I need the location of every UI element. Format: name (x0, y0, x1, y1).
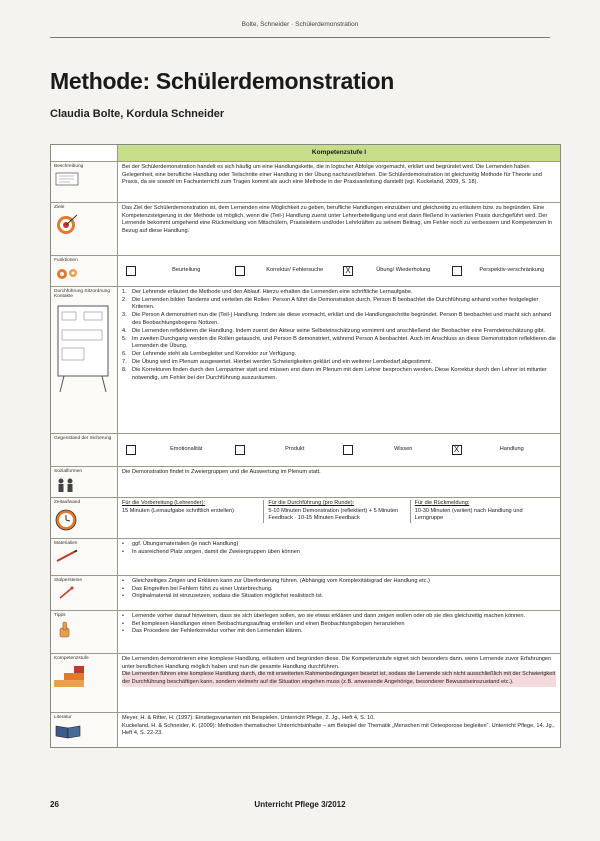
step-number: 2. (122, 296, 127, 303)
label-stolpersteine (51, 576, 118, 610)
item-text: • Lernende vorher darauf hinweisen, dass sie sich überlegen sollen, wo sie etwas erklären und dann zeigen wollen oder ob sie dies gleichzeitig machen können. (132, 612, 526, 619)
authors: Claudia Bolte, Kordula Schneider (50, 108, 225, 120)
step-text: Der Lehrende steht als Lernbegleiter und Korrektor zur Verfügung. (132, 351, 297, 358)
checkbox: X (343, 266, 353, 276)
step-number: 8. (122, 366, 127, 373)
checkbox (235, 445, 245, 455)
step-number: 7. (122, 358, 127, 365)
option-label: Handlung (499, 446, 524, 453)
option-label: Emotionalität (170, 446, 203, 453)
checkbox: X (452, 445, 462, 455)
list-item (122, 593, 556, 601)
row-sozialformen (51, 466, 560, 497)
row-gegenstand (51, 433, 560, 466)
row-stolpersteine (51, 575, 560, 610)
zeit-text: 10-30 Minuten (variiert) nach Handlung und Lerngruppe (414, 507, 523, 522)
label-text: Gegenstand der Sicherung (54, 435, 112, 441)
item-text: • Gleichzeitiges Zeigen und Erklären kann zur Überforderung führen. (Abhängig vom Komplexitätsgrad der Handlung etc.) (132, 577, 430, 584)
notebook-icon (54, 172, 80, 186)
row-tipps (51, 610, 560, 653)
list-item (122, 541, 556, 549)
option-handlung (448, 445, 557, 455)
zeit-rueckmeldung (410, 500, 556, 523)
list-item (122, 359, 556, 367)
kompetenz-text: Die Lernenden demonstrieren eine komplexe Handlung, erläutern und begründen diese. Die Kompetenzstufe eignet sich besonders dann, wenn Lernende zuvor Erfahrungen unter beruflichen Handlung möglich haben und nun die gesamte Handlung durchführen. (122, 655, 552, 670)
journal-name: Unterricht Pflege 3/2012 (254, 800, 346, 809)
item-text: • Das Procedere der Fehlerkorrektur vorher mit den Lernenden klären. (132, 628, 303, 635)
label-text: Zeitaufwand (54, 499, 81, 505)
zeit-text: 15 Minuten (Lernaufgabe schriftlich erstellen) (122, 507, 234, 514)
row-kompetenzstufe (51, 653, 560, 712)
label-funktionen (51, 256, 118, 286)
zeit-vorbereitung (122, 500, 263, 523)
page-title: Methode: Schülerdemonstration (50, 68, 394, 94)
zeit-head: Für die Durchführung (pro Runde): (268, 499, 355, 506)
item-text: • Bei komplexen Handlungen einen Beobachtungsauftrag erstellen und einen Beobachtungsbogen heranziehen (132, 620, 405, 627)
label-literatur (51, 713, 118, 747)
option-label: Übung/ Wiederholung (376, 267, 431, 274)
option-wissen (339, 445, 448, 455)
step-text: Die Lernenden bilden Tandems und verteilen die Rollen: Person A führt die Demonstration durch, Person B beobachtet die Durchführung anhand vorher festgelegter Kriterien. (132, 296, 539, 311)
label-text: Sozialformen (54, 468, 82, 474)
label-text: Durchführung Sitzordnung Kontakte (54, 288, 110, 299)
label-materialien (51, 539, 118, 575)
header-rule (50, 37, 550, 38)
clock-icon (54, 508, 80, 532)
list-item (122, 328, 556, 336)
row-zeitaufwand (51, 497, 560, 538)
materialien-list (118, 539, 560, 575)
option-label: Beurteilung (172, 267, 201, 274)
pencil-icon (54, 549, 80, 563)
tipps-list (118, 611, 560, 653)
option-label: Korrektur/ Fehlersuche (266, 267, 324, 274)
kompetenz-highlight: Die Lernenden führen eine komplexe Handlung durch, die mit erweiterten Rahmenbedingungen besetzt ist, sodass die Lernende sich nicht ausschließlich mit der Schwierigkeit der Durchführung beschäftigen kann, sondern vielmehr auf die Situation eingehen muss (z.B. anwesende Angehörige, besonderer Bewusstseinszustand etc.). (122, 671, 556, 686)
funktionen-options (118, 256, 560, 286)
option-perspektiv (448, 266, 557, 276)
steps-icon (54, 664, 94, 690)
checkbox (452, 266, 462, 276)
stolpersteine-list (118, 576, 560, 610)
row-beschreibung (51, 161, 560, 202)
list-item (122, 351, 556, 359)
label-durchfuehrung (51, 287, 118, 433)
label-text: Kompetenzstufe (54, 655, 89, 661)
book-icon (54, 723, 84, 739)
option-beurteilung (122, 266, 231, 276)
step-text: Der Lehrende erläutert die Methode und den Ablauf. Hierzu erhalten die Lernenden eine schriftliche Lernaufgabe. (132, 288, 413, 295)
step-text: Die Lernenden reflektieren die Handlung. Indem zuerst der Akteur seine Selbsteinschätzung vornimmt und anschließend der Beobachter eine Fremdeinschätzung gibt. (132, 327, 545, 334)
step-text: Im zweiten Durchgang werden die Rollen getauscht, und Person B demonstriert, während Person A beobachtet. Auch im Anschluss an diese Demonstration reflektieren die Lernenden die Übung. (132, 335, 556, 350)
gears-icon (54, 266, 84, 280)
option-label: Perspektiv-verschränkung (479, 267, 545, 274)
list-item: Meyer, H. & Ritter, H. (1997): Einstiegsvarianten mit Beispielen. Unterricht Pflege, 2. Jg., Heft 4, S. 10. (122, 714, 375, 721)
item-text: • ggf. Übungsmaterialien (je nach Handlung) (132, 540, 239, 547)
label-text: Materialien (54, 540, 78, 546)
list-item (122, 578, 556, 586)
zeit-head: Für die Rückmeldung: (414, 499, 470, 506)
list-item (122, 367, 556, 383)
label-text: Stolpersteine (54, 577, 82, 583)
zeit-text: 5-10 Minuten Demonstration (reflektiert) + 5 Minuten Feedback · 10-15 Minuten Feedback (268, 507, 399, 522)
running-header: Bolte, Schneider · Schülerdemonstration (241, 21, 359, 28)
step-number: 3. (122, 312, 127, 319)
label-text: Tipps (54, 612, 66, 618)
option-emotionalitaet (122, 445, 231, 455)
label-text: Literatur (54, 714, 72, 720)
row-funktionen (51, 255, 560, 286)
label-beschreibung (51, 162, 118, 202)
checkbox (126, 445, 136, 455)
option-uebung (339, 266, 448, 276)
list-item (122, 586, 556, 594)
step-number: 1. (122, 288, 127, 295)
list-item: Kuckeland, H. & Schneider, K. (2009): Methoden thematischer Unterrichtsinhalte – am Beispiel der Thematik „Menschen mit Osteoporose begleiten“. Unterricht Pflege, 14. Jg., Heft 4, S. 22-23. (122, 722, 555, 737)
item-text: • Das Eingreifen bei Fehlern führt zu einer Unterbrechung. (132, 585, 273, 592)
literatur-list (118, 713, 560, 747)
label-text: Funktionen (54, 257, 78, 263)
method-table (50, 144, 561, 748)
checkbox (343, 445, 353, 455)
step-text: Die Übung wird im Plenum ausgewertet. Hierbei werden Schwierigkeiten geklärt und ein weiterer Lernbedarf abgestimmt. (132, 358, 433, 365)
option-label: Wissen (394, 446, 413, 453)
label-text: Ziele (54, 204, 65, 210)
label-text: Beschreibung (54, 163, 84, 169)
thumbs-up-icon (54, 621, 80, 639)
text-sozialformen: Die Demonstration findet in Zweiergruppen und die Auswertung im Plenum statt. (122, 468, 321, 475)
label-sozialformen (51, 467, 118, 497)
list-item (122, 336, 556, 352)
list-item (122, 613, 556, 621)
whiteboard-icon (54, 302, 112, 394)
row-ziele (51, 202, 560, 255)
list-item (122, 549, 556, 557)
step-number: 4. (122, 327, 127, 334)
item-text: • In ausreichend Platz sorgen, damit die Zweiergruppen üben können (132, 548, 300, 555)
zeit-head: Für die Vorbereitung (Lehrender): (122, 499, 206, 506)
warning-icon (54, 586, 80, 600)
list-item (122, 297, 556, 313)
header-blank-cell (51, 145, 118, 161)
label-gegenstand (51, 434, 118, 466)
durchfuehrung-steps (118, 287, 560, 433)
step-number: 6. (122, 351, 127, 358)
item-text: • Originalmaterial ist einzusetzen, sodass die Situation möglichst realistisch ist. (132, 593, 324, 600)
label-kompetenzstufe (51, 654, 118, 712)
checkbox (126, 266, 136, 276)
step-text: Die Person A demonstriert nun die (Teil-) Handlung. Indem sie diese vormacht, erklärt und die Handlungsschritte begründet. Person B beobachtet und macht sich anhand des Beobachtungsbogens Notizen. (132, 312, 552, 326)
list-item (122, 621, 556, 629)
list-item (122, 312, 556, 328)
table-header: Kompetenzstufe I (118, 145, 560, 161)
people-icon (54, 477, 80, 493)
option-korrektur (231, 266, 340, 276)
zeit-durchfuehrung (263, 500, 409, 523)
row-durchfuehrung (51, 286, 560, 433)
list-item (122, 628, 556, 636)
page-number: 26 (50, 800, 59, 809)
label-zeitaufwand (51, 498, 118, 538)
step-number: 5. (122, 335, 127, 342)
gegenstand-options (118, 434, 560, 466)
target-icon (54, 213, 80, 235)
row-literatur (51, 712, 560, 747)
option-label: Produkt (285, 446, 305, 453)
row-materialien (51, 538, 560, 575)
text-ziele: Das Ziel der Schülerdemonstration ist, dem Lernenden eine Möglichkeit zu geben, berufliche Handlungen einzuüben und gleichzeitig zu erläutern bzw. zu begründen. Eine Kompetenzsteigerung in der Methode ist möglich, wenn die (Teil-) Handlung zuerst unter Lehrerbeteiligung und erst dann fließend in variierten Praxis durchgeführt wird. Der Lernende bekommt umgehend eine Rückmeldung von Mitschülern, Praxisleitern und/oder Lehrkräften zu seinem Beitrag, um Fehler noch zu verbessern und Kompetenzen in Bezug auf diese Handlung. (122, 204, 553, 235)
table-header-row (51, 145, 560, 161)
checkbox (235, 266, 245, 276)
step-text: Die Korrekturen finden durch den Lernpartner statt und müssen erst dann im Plenum mit dem Lehrer besprochen werden. Diese Korrektur durch den Lehrer ist mitunter notwendig, um Fehler bei der Durchführung auszuräumen. (132, 366, 547, 381)
kompetenzstufe-content (118, 654, 560, 712)
option-produkt (231, 445, 340, 455)
zeitaufwand-columns (118, 498, 560, 538)
label-ziele (51, 203, 118, 255)
list-item (122, 289, 556, 297)
text-beschreibung: Bei der Schülerdemonstration handelt es sich häufig um eine Handlungskette, die in logischer Abfolge vorgemacht, erklärt und begründet wird. Die Lernenden haben Gelegenheit, eine berufliche Handlung oder Teilschritte einer Handlung in der Übung nachzuvollziehen. Die Schülerdemonstration ist gleichzeitig Methode für Theorie und Praxis, da sie sowohl im Fachunterricht zum Tragen kommt als auch eine Methode in der Praxisanleitung darstellt (vgl. Kuckeland, 2009, S. 18). (122, 163, 542, 186)
label-tipps (51, 611, 118, 653)
